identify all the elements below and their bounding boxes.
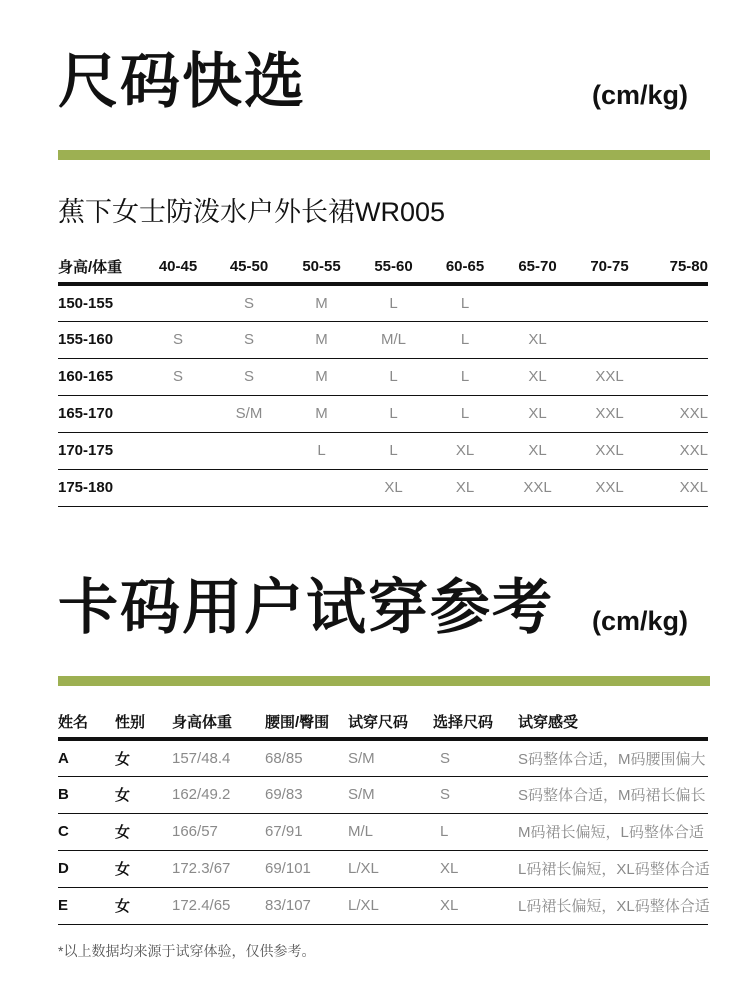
feedback-cell: M码裙长偏短，L码整体合适	[518, 813, 708, 850]
size-cell: XL	[501, 395, 574, 432]
height-weight-cell: 162/49.2	[172, 776, 265, 813]
size-cell: XXL	[645, 432, 708, 469]
column-header: 试穿尺码	[348, 705, 433, 739]
feedback-cell: S码整体合适，M码裙长偏长	[518, 776, 708, 813]
size-cell: L	[358, 395, 429, 432]
height-weight-cell: 166/57	[172, 813, 265, 850]
size-cell: L	[285, 432, 358, 469]
height-weight-cell: 157/48.4	[172, 739, 265, 776]
size-cell: XXL	[574, 432, 645, 469]
size-chart-row	[58, 432, 708, 469]
size-cell	[645, 321, 708, 358]
waist-hip-cell: 68/85	[265, 739, 348, 776]
height-range-cell: 160-165	[58, 358, 143, 395]
name-cell: A	[58, 739, 115, 776]
height-weight-cell: 172.4/65	[172, 887, 265, 924]
chosen-size-cell: L	[433, 813, 518, 850]
gender-cell: 女	[115, 776, 172, 813]
fit-table-header-row	[58, 705, 708, 739]
size-cell: L	[358, 284, 429, 321]
height-weight-cell: 172.3/67	[172, 850, 265, 887]
size-cell: M/L	[358, 321, 429, 358]
size-cell	[645, 358, 708, 395]
size-cell: XL	[501, 358, 574, 395]
height-range-cell: 170-175	[58, 432, 143, 469]
size-cell: S/M	[213, 395, 285, 432]
name-cell: E	[58, 887, 115, 924]
size-cell: XXL	[501, 469, 574, 506]
column-header: 45-50	[213, 250, 285, 284]
size-chart-row	[58, 358, 708, 395]
column-header: 腰围/臀围	[265, 705, 348, 739]
column-header: 40-45	[143, 250, 213, 284]
name-cell: B	[58, 776, 115, 813]
size-cell: XXL	[645, 395, 708, 432]
tried-size-cell: L/XL	[348, 887, 433, 924]
size-cell: XL	[429, 469, 501, 506]
fit-table-row	[58, 776, 708, 813]
size-cell: XL	[501, 321, 574, 358]
size-chart-header-row	[58, 250, 708, 284]
size-cell	[143, 395, 213, 432]
waist-hip-cell: 83/107	[265, 887, 348, 924]
feedback-cell: L码裙长偏短，XL码整体合适	[518, 887, 708, 924]
column-header: 65-70	[501, 250, 574, 284]
column-header: 性别	[115, 705, 172, 739]
size-cell: XL	[429, 432, 501, 469]
size-cell: S	[213, 321, 285, 358]
tried-size-cell: L/XL	[348, 850, 433, 887]
fit-table-row	[58, 887, 708, 924]
waist-hip-cell: 69/101	[265, 850, 348, 887]
size-cell: S	[143, 321, 213, 358]
size-cell: L	[429, 321, 501, 358]
chosen-size-cell: S	[433, 776, 518, 813]
tried-size-cell: S/M	[348, 776, 433, 813]
product-name: 蕉下女士防泼水户外长裙WR005	[58, 197, 446, 227]
size-cell: L	[429, 358, 501, 395]
size-cell: XL	[358, 469, 429, 506]
size-cell: S	[143, 358, 213, 395]
fit-reference-table	[58, 705, 708, 925]
size-chart-table	[58, 250, 708, 507]
size-cell: XXL	[574, 395, 645, 432]
fit-table-row	[58, 850, 708, 887]
waist-hip-cell: 67/91	[265, 813, 348, 850]
size-cell: M	[285, 358, 358, 395]
size-chart-row	[58, 284, 708, 321]
column-header: 70-75	[574, 250, 645, 284]
size-cell: L	[429, 284, 501, 321]
chosen-size-cell: XL	[433, 887, 518, 924]
height-range-cell: 150-155	[58, 284, 143, 321]
size-cell: S	[213, 358, 285, 395]
accent-divider	[58, 676, 710, 686]
feedback-cell: S码整体合适，M码腰围偏大	[518, 739, 708, 776]
fit-table-row	[58, 739, 708, 776]
column-header: 75-80	[645, 250, 708, 284]
gender-cell: 女	[115, 739, 172, 776]
size-cell	[501, 284, 574, 321]
feedback-cell: L码裙长偏短，XL码整体合适	[518, 850, 708, 887]
gender-cell: 女	[115, 887, 172, 924]
size-cell	[143, 284, 213, 321]
column-header: 55-60	[358, 250, 429, 284]
height-range-cell: 175-180	[58, 469, 143, 506]
size-cell: XXL	[645, 469, 708, 506]
fit-section-unit: (cm/kg)	[591, 606, 688, 636]
size-section-unit: (cm/kg)	[591, 80, 688, 110]
name-cell: D	[58, 850, 115, 887]
size-cell: L	[358, 358, 429, 395]
size-chart-row	[58, 395, 708, 432]
column-header: 60-65	[429, 250, 501, 284]
column-header: 身高体重	[172, 705, 265, 739]
fit-section-title: 卡码用户试穿参考	[58, 574, 554, 641]
accent-divider	[58, 150, 710, 160]
size-cell: XXL	[574, 469, 645, 506]
tried-size-cell: M/L	[348, 813, 433, 850]
height-range-cell: 155-160	[58, 321, 143, 358]
size-cell: XXL	[574, 358, 645, 395]
column-header: 50-55	[285, 250, 358, 284]
tried-size-cell: S/M	[348, 739, 433, 776]
waist-hip-cell: 69/83	[265, 776, 348, 813]
size-cell	[143, 432, 213, 469]
size-cell	[574, 321, 645, 358]
size-cell: L	[358, 432, 429, 469]
size-section-title: 尺码快选	[58, 48, 306, 115]
size-chart-row	[58, 321, 708, 358]
height-range-cell: 165-170	[58, 395, 143, 432]
size-cell: M	[285, 321, 358, 358]
size-cell	[213, 469, 285, 506]
name-cell: C	[58, 813, 115, 850]
size-cell	[574, 284, 645, 321]
size-cell: L	[429, 395, 501, 432]
size-cell: S	[213, 284, 285, 321]
size-chart-row	[58, 469, 708, 506]
size-cell: XL	[501, 432, 574, 469]
size-cell	[285, 469, 358, 506]
fit-table-row	[58, 813, 708, 850]
size-cell	[143, 469, 213, 506]
size-cell	[213, 432, 285, 469]
column-header: 选择尺码	[433, 705, 518, 739]
size-cell: M	[285, 284, 358, 321]
gender-cell: 女	[115, 850, 172, 887]
size-cell: M	[285, 395, 358, 432]
column-header: 身高/体重	[58, 250, 143, 284]
size-cell	[645, 284, 708, 321]
chosen-size-cell: XL	[433, 850, 518, 887]
chosen-size-cell: S	[433, 739, 518, 776]
gender-cell: 女	[115, 813, 172, 850]
column-header: 试穿感受	[518, 705, 708, 739]
column-header: 姓名	[58, 705, 115, 739]
footnote: *以上数据均来源于试穿体验，仅供参考。	[58, 943, 316, 959]
